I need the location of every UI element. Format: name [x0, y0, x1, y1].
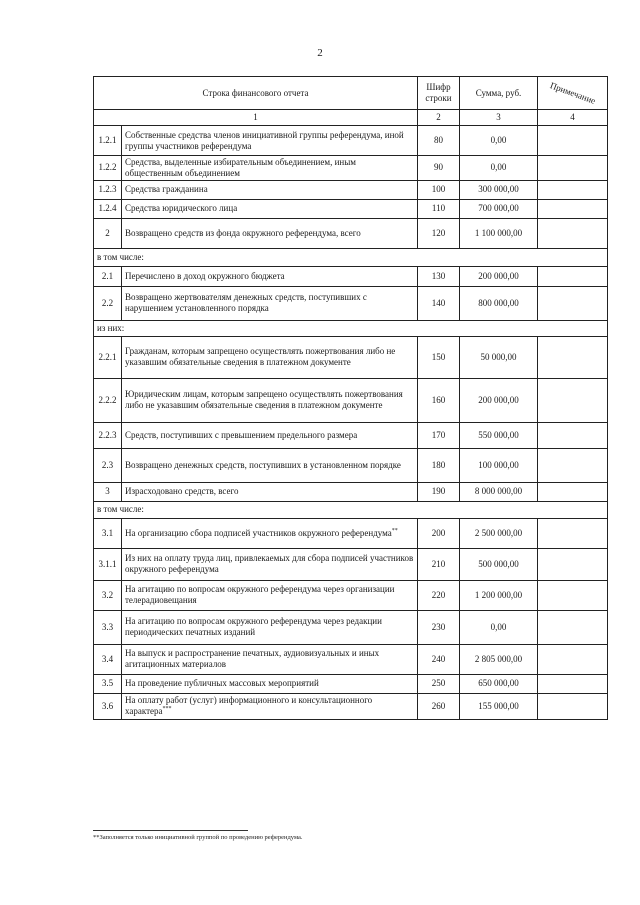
row-number: 3.5	[94, 674, 122, 693]
row-label	[122, 674, 418, 693]
row-label	[122, 266, 418, 286]
row-note	[538, 422, 608, 448]
row-sum: 200 000,00	[460, 378, 538, 422]
row-number: 2.2.3	[94, 422, 122, 448]
row-code: 230	[418, 610, 460, 644]
row-number: 3.2	[94, 580, 122, 610]
header-note-cell	[538, 77, 608, 110]
row-label	[122, 693, 418, 719]
table-row	[94, 336, 608, 378]
row-note	[538, 548, 608, 580]
table-row	[94, 448, 608, 482]
row-note	[538, 180, 608, 199]
row-number: 3.1.1	[94, 548, 122, 580]
row-sum: 100 000,00	[460, 448, 538, 482]
row-note	[538, 378, 608, 422]
footnote-divider	[93, 830, 248, 831]
row-sum: 1 200 000,00	[460, 580, 538, 610]
subheading-row	[94, 501, 608, 518]
row-number: 2.2.1	[94, 336, 122, 378]
footnote-marker: ***	[162, 706, 172, 713]
row-label-text: Юридическим лицам, которым запрещено осуществлять пожертвования либо не указавшим обязательные сведения в платежном документе	[125, 389, 403, 411]
row-code: 80	[418, 126, 460, 156]
row-note	[538, 448, 608, 482]
row-number: 2	[94, 218, 122, 248]
row-label-text: На оплату работ (услуг) информационного и консультационного характера	[125, 695, 373, 717]
row-label	[122, 180, 418, 199]
row-note	[538, 610, 608, 644]
footnote-marker: **	[391, 527, 398, 534]
table-row	[94, 580, 608, 610]
table-row	[94, 422, 608, 448]
row-label-text: Средств, поступивших с превышением предельного размера	[125, 429, 358, 440]
column-index-2: 2	[418, 110, 460, 126]
row-label	[122, 422, 418, 448]
row-code: 250	[418, 674, 460, 693]
row-code: 190	[418, 482, 460, 501]
row-code: 160	[418, 378, 460, 422]
row-note	[538, 199, 608, 218]
row-note	[538, 580, 608, 610]
table-row	[94, 378, 608, 422]
row-note	[538, 156, 608, 181]
table-row	[94, 610, 608, 644]
header-sum-label: Сумма, руб.	[460, 77, 538, 110]
row-label	[122, 218, 418, 248]
row-number: 3.1	[94, 518, 122, 548]
table-row	[94, 644, 608, 674]
row-sum: 0,00	[460, 610, 538, 644]
row-number: 3	[94, 482, 122, 501]
row-sum: 2 805 000,00	[460, 644, 538, 674]
row-number: 1.2.3	[94, 180, 122, 199]
row-number: 1.2.1	[94, 126, 122, 156]
row-label	[122, 199, 418, 218]
row-number: 2.3	[94, 448, 122, 482]
row-label	[122, 644, 418, 674]
row-label-text: Собственные средства членов инициативной группы референдума, иной группы участников референдума	[125, 129, 404, 151]
row-sum: 800 000,00	[460, 286, 538, 320]
column-index-3: 3	[460, 110, 538, 126]
table-row	[94, 180, 608, 199]
row-code: 100	[418, 180, 460, 199]
row-sum: 50 000,00	[460, 336, 538, 378]
row-note	[538, 286, 608, 320]
header-line-label: Строка финансового отчета	[94, 77, 418, 110]
table-row	[94, 674, 608, 693]
row-code: 110	[418, 199, 460, 218]
row-code: 130	[418, 266, 460, 286]
row-label-text: Израсходовано средств, всего	[125, 486, 239, 497]
row-label-text: На проведение публичных массовых мероприятий	[125, 678, 319, 689]
row-label	[122, 610, 418, 644]
table-row	[94, 266, 608, 286]
table-row	[94, 286, 608, 320]
row-number: 2.2	[94, 286, 122, 320]
row-code: 90	[418, 156, 460, 181]
row-note	[538, 518, 608, 548]
row-code: 200	[418, 518, 460, 548]
row-sum: 300 000,00	[460, 180, 538, 199]
row-code: 140	[418, 286, 460, 320]
row-label	[122, 448, 418, 482]
row-sum: 200 000,00	[460, 266, 538, 286]
row-label-text: Возвращено средств из фонда окружного референдума, всего	[125, 227, 361, 238]
row-sum: 0,00	[460, 156, 538, 181]
row-note	[538, 693, 608, 719]
row-code: 240	[418, 644, 460, 674]
table-row	[94, 156, 608, 181]
table-row	[94, 126, 608, 156]
row-label-text: Средства гражданина	[125, 184, 208, 195]
row-label-text: На агитацию по вопросам окружного референдума через редакции периодических печатных изданий	[125, 616, 382, 638]
row-label	[122, 286, 418, 320]
row-code: 210	[418, 548, 460, 580]
table-row	[94, 482, 608, 501]
table-row	[94, 199, 608, 218]
row-subheading: из них:	[94, 320, 608, 336]
table-row	[94, 548, 608, 580]
row-code: 150	[418, 336, 460, 378]
row-sum: 2 500 000,00	[460, 518, 538, 548]
row-label	[122, 580, 418, 610]
table-row	[94, 218, 608, 248]
row-sum: 650 000,00	[460, 674, 538, 693]
row-label	[122, 482, 418, 501]
row-subheading: в том числе:	[94, 248, 608, 266]
row-number: 3.6	[94, 693, 122, 719]
row-label	[122, 156, 418, 181]
table-row	[94, 693, 608, 719]
row-label-text: Средства юридического лица	[125, 203, 238, 214]
row-sum: 500 000,00	[460, 548, 538, 580]
row-sum: 550 000,00	[460, 422, 538, 448]
row-label-text: Возвращено жертвователям денежных средств, поступивших с нарушением установленного порядка	[125, 292, 367, 314]
column-index-1: 1	[94, 110, 418, 126]
financial-report-table	[93, 76, 608, 720]
row-label-text: Средства, выделенные избирательным объединением, иным общественным объединением	[125, 157, 356, 178]
table-row	[94, 518, 608, 548]
header-code-label: Шифр строки	[418, 77, 460, 110]
table-header-row	[94, 77, 608, 110]
row-sum: 1 100 000,00	[460, 218, 538, 248]
row-code: 260	[418, 693, 460, 719]
subheading-row	[94, 320, 608, 336]
row-subheading: в том числе:	[94, 501, 608, 518]
row-number: 2.2.2	[94, 378, 122, 422]
row-label-text: На организацию сбора подписей участников окружного референдума	[125, 527, 392, 538]
footnote: **Заполняется только инициативной группой по проведению референдума.	[93, 834, 303, 841]
row-code: 120	[418, 218, 460, 248]
row-code: 220	[418, 580, 460, 610]
row-sum: 8 000 000,00	[460, 482, 538, 501]
row-note	[538, 126, 608, 156]
row-code: 180	[418, 448, 460, 482]
subheading-row	[94, 248, 608, 266]
row-label	[122, 548, 418, 580]
row-number: 1.2.4	[94, 199, 122, 218]
row-label-text: Возвращено денежных средств, поступивших в установленном порядке	[125, 459, 401, 470]
row-note	[538, 218, 608, 248]
header-note-label: Примечание	[548, 79, 597, 106]
row-label	[122, 336, 418, 378]
row-label	[122, 378, 418, 422]
row-note	[538, 266, 608, 286]
row-label-text: Из них на оплату труда лиц, привлекаемых для сбора подписей участников окружного референдума	[125, 553, 414, 575]
row-code: 170	[418, 422, 460, 448]
row-note	[538, 482, 608, 501]
row-note	[538, 644, 608, 674]
row-label	[122, 126, 418, 156]
row-label-text: Гражданам, которым запрещено осуществлять пожертвования либо не указавшим обязательные сведения в платежном документе	[125, 346, 396, 368]
row-label-text: Перечислено в доход окружного бюджета	[125, 270, 285, 281]
row-label-text: На выпуск и распространение печатных, аудиовизуальных и иных агитационных материалов	[125, 648, 380, 670]
row-sum: 700 000,00	[460, 199, 538, 218]
row-label	[122, 518, 418, 548]
table-body	[94, 126, 608, 720]
row-note	[538, 336, 608, 378]
row-sum: 155 000,00	[460, 693, 538, 719]
column-index-4: 4	[538, 110, 608, 126]
row-number: 3.3	[94, 610, 122, 644]
row-number: 3.4	[94, 644, 122, 674]
row-note	[538, 674, 608, 693]
page-number: 2	[317, 47, 323, 59]
column-index-row	[94, 110, 608, 126]
row-number: 1.2.2	[94, 156, 122, 181]
row-label-text: На агитацию по вопросам окружного референдума через организации телерадиовещания	[125, 584, 395, 606]
row-number: 2.1	[94, 266, 122, 286]
row-sum: 0,00	[460, 126, 538, 156]
